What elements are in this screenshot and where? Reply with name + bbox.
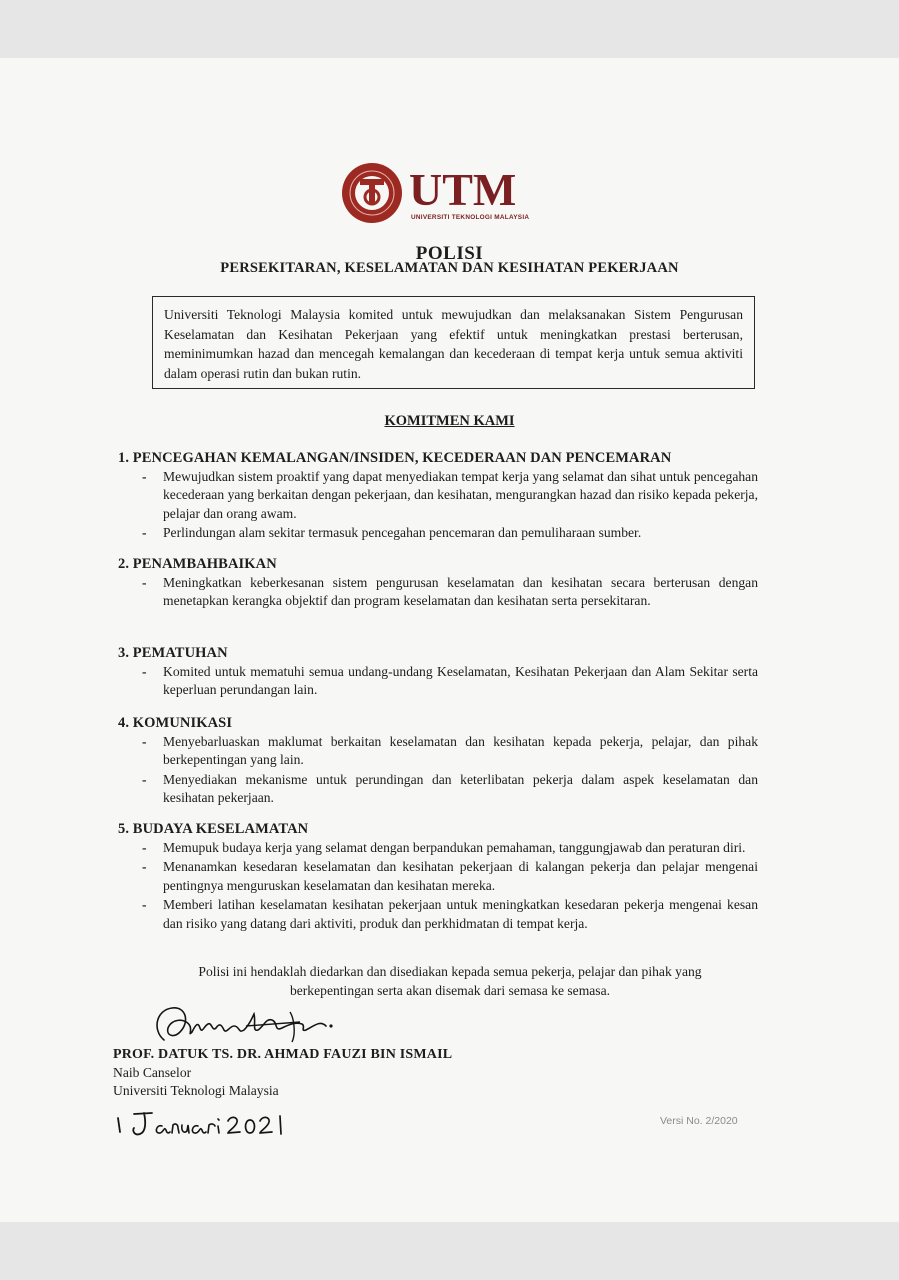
list-item-text: Komited untuk mematuhi semua undang-undang Keselamatan, Kesihatan Pekerjaan dan Alam Sekitar serta keperluan perundangan lain. [163, 664, 758, 698]
bullet-dash: - [142, 897, 147, 913]
handwritten-date [112, 1106, 292, 1142]
list-item-text: Menyebarluaskan maklumat berkaitan keselamatan dan kesihatan kepada pekerja, pelajar, dan pihak berkepentingan yang lain. [163, 734, 758, 768]
list-item [118, 574, 758, 611]
utm-logo [341, 161, 541, 225]
list-item-text: Perlindungan alam sekitar termasuk pencegahan pencemaran dan pemuliharaan sumber. [163, 525, 642, 541]
closing-statement [140, 962, 760, 1000]
list-item [118, 771, 758, 808]
signatory-block [113, 1046, 452, 1100]
list-item [118, 896, 758, 933]
list-item-text: Menanamkan kesedaran keselamatan dan kesihatan pekerjaan di kalangan pekerja dan pelajar mengenai pentingnya menguruskan keselamatan dan kesihatan mereka. [163, 859, 758, 893]
section-heading: 2. PENAMBAHBAIKAN [118, 556, 277, 572]
section-improvement [118, 555, 758, 612]
list-item [118, 468, 758, 523]
list-item [118, 733, 758, 770]
top-margin-band [0, 0, 899, 58]
policy-title: POLISI [415, 243, 484, 264]
list-item-text: Memberi latihan keselamatan kesihatan pekerjaan untuk meningkatkan kesedaran pekerja mengenai kesan dan risiko yang datang dari aktiviti, produk dan perkhidmatan di tempat kerja. [163, 897, 758, 931]
bullet-dash: - [142, 575, 147, 590]
list-item-text: Mewujudkan sistem proaktif yang dapat menyediakan tempat kerja yang selamat dan sihat untuk pencegahan kecederaan yang berkaitan dengan pekerjaan, dan kesihatan, mengurangkan hazad dan risiko kepada pekerja, pelajar dan orang awam. [163, 469, 758, 521]
section-heading: 1. PENCEGAHAN KEMALANGAN/INSIDEN, KECEDERAAN DAN PENCEMARAN [118, 450, 672, 466]
section-heading: 4. KOMUNIKASI [118, 715, 233, 731]
section-communication [118, 714, 758, 809]
bottom-margin-band [0, 1222, 899, 1280]
list-item [118, 839, 758, 857]
bullet-dash: - [142, 859, 147, 875]
bullet-dash: - [142, 734, 147, 749]
list-item [118, 663, 758, 700]
bullet-dash: - [142, 664, 147, 679]
logo-wordmark: UTM [409, 164, 517, 215]
section-accident-prevention [118, 449, 758, 544]
list-item-text: Menyediakan mekanisme untuk perundingan dan keterlibatan pekerja dalam aspek keselamatan dan kesihatan pekerjaan. [163, 771, 758, 806]
section-heading: 5. BUDAYA KESELAMATAN [118, 821, 309, 837]
policy-subtitle: PERSEKITARAN, KESELAMATAN DAN KESIHATAN PEKERJAAN [220, 260, 679, 276]
bullet-dash: - [142, 469, 147, 484]
logo-subtitle: UNIVERSITI TEKNOLOGI MALAYSIA [411, 214, 529, 221]
commitment-heading: KOMITMEN KAMI [384, 413, 515, 429]
section-compliance [118, 644, 758, 701]
version-number: Versi No. 2/2020 [660, 1115, 738, 1127]
signatory-position: Naib Canselor [113, 1065, 192, 1080]
bullet-dash: - [142, 525, 147, 541]
signature-image [150, 996, 350, 1052]
list-item [118, 524, 758, 542]
closing-line: berkepentingan serta akan disemak dari semasa ke semasa. [289, 983, 611, 998]
intro-statement: Universiti Teknologi Malaysia komited untuk mewujudkan dan melaksanakan Sistem Pengurusan Keselamatan dan Kesihatan Pekerjaan yang efektif untuk meningkatkan prestasi berterusan, meminimumkan hazad dan mencegah kemalangan dan kecederaan di tempat kerja untuk semua aktiviti dalam operasi rutin dan bukan rutin. [152, 296, 755, 389]
bullet-dash: - [142, 840, 147, 855]
section-safety-culture [118, 820, 758, 934]
section-heading: 3. PEMATUHAN [118, 645, 228, 661]
signatory-name: PROF. DATUK TS. DR. AHMAD FAUZI BIN ISMAIL [113, 1047, 453, 1062]
closing-line: Polisi ini hendaklah diedarkan dan disediakan kepada semua pekerja, pelajar dan pihak yang [198, 964, 702, 979]
list-item [118, 858, 758, 895]
bullet-dash: - [142, 771, 147, 787]
list-item-text: Memupuk budaya kerja yang selamat dengan berpandukan pemahaman, tanggungjawab dan peraturan diri. [163, 840, 746, 855]
signatory-organization: Universiti Teknologi Malaysia [113, 1083, 279, 1098]
list-item-text: Meningkatkan keberkesanan sistem pengurusan keselamatan dan kesihatan secara berterusan dengan menetapkan kerangka objektif dan program keselamatan dan kesihatan serta persekitaran. [163, 575, 758, 609]
